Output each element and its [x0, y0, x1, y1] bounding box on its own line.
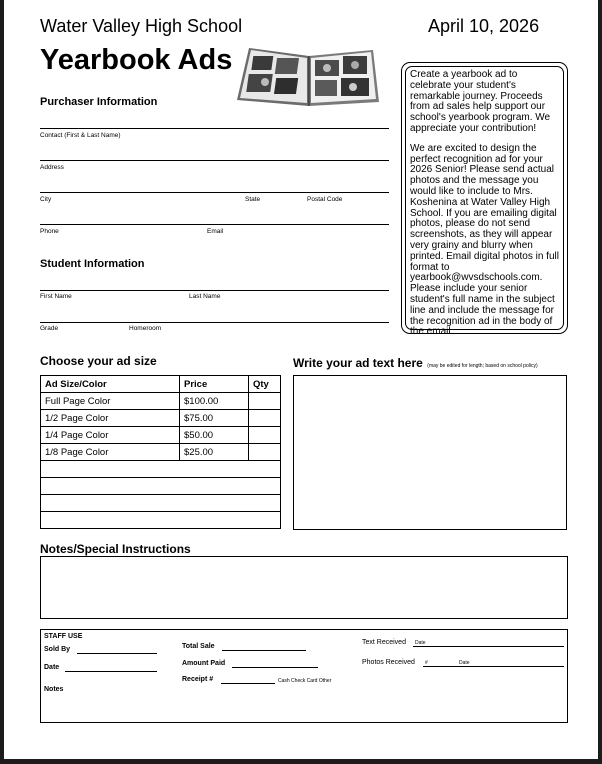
ad-text-box[interactable] — [293, 375, 567, 530]
staff-date-label: Date — [44, 664, 60, 671]
empty-row[interactable] — [41, 512, 281, 529]
empty-row[interactable] — [41, 495, 281, 512]
ad-size-cell: 1/2 Page Color — [41, 410, 180, 427]
ad-size-cell: 1/4 Page Color — [41, 427, 180, 444]
form-date: April 10, 2026 — [428, 16, 540, 36]
sold-by-label: Sold By — [44, 646, 71, 653]
photos-received-label: Photos Received — [362, 659, 415, 666]
city-label: City — [40, 196, 52, 203]
first-name-label: First Name — [40, 293, 72, 300]
notes-heading: Notes/Special Instructions — [40, 542, 191, 556]
student-name-line[interactable] — [40, 290, 389, 291]
amount-paid-label: Amount Paid — [182, 660, 226, 667]
table-row — [41, 393, 281, 410]
ad-size-heading: Choose your ad size — [40, 354, 157, 368]
total-sale-line[interactable] — [222, 650, 306, 651]
ad-text-heading-row — [293, 354, 538, 372]
amount-paid-line[interactable] — [232, 667, 318, 668]
table-row — [41, 444, 281, 461]
text-received-date-label: Date — [415, 640, 426, 646]
photos-received-number-label: # — [425, 660, 428, 666]
grade-label: Grade — [40, 325, 59, 332]
email-label: Email — [207, 228, 224, 235]
text-received-label: Text Received — [362, 639, 406, 646]
postal-code-label: Postal Code — [307, 196, 343, 203]
receipt-label: Receipt # — [182, 676, 214, 683]
ad-text-heading: Write your ad text here — [293, 356, 423, 370]
order-form-page — [4, 0, 598, 759]
phone-label: Phone — [40, 228, 59, 235]
page-title: Yearbook Ads — [40, 44, 233, 76]
homeroom-label: Homeroom — [129, 325, 162, 332]
grade-homeroom-line[interactable] — [40, 322, 389, 323]
payment-methods: Cash Check Card Other — [278, 678, 332, 684]
city-state-postal-line[interactable] — [40, 192, 389, 193]
col-price: Price — [180, 376, 249, 393]
staff-date-line[interactable] — [65, 671, 157, 672]
staff-notes-label: Notes — [44, 686, 64, 693]
table-header-row — [41, 376, 281, 393]
text-received-line[interactable] — [413, 646, 564, 647]
contact-line[interactable] — [40, 128, 389, 129]
yearbook-photo-illustration — [233, 44, 381, 110]
col-qty: Qty — [249, 376, 281, 393]
photos-received-line[interactable] — [423, 666, 564, 667]
price-cell: $50.00 — [180, 427, 249, 444]
qty-cell[interactable] — [249, 410, 281, 427]
qty-cell[interactable] — [249, 427, 281, 444]
purchaser-heading: Purchaser Information — [40, 96, 158, 108]
table-row — [41, 410, 281, 427]
student-heading: Student Information — [40, 258, 145, 270]
school-name: Water Valley High School — [40, 16, 243, 36]
price-cell: $100.00 — [180, 393, 249, 410]
qty-cell[interactable] — [249, 444, 281, 461]
staff-use-heading: STAFF USE — [44, 633, 83, 640]
ad-size-table — [40, 375, 281, 529]
receipt-line[interactable] — [221, 683, 275, 684]
phone-email-line[interactable] — [40, 224, 389, 225]
address-label: Address — [40, 164, 64, 171]
col-ad-size: Ad Size/Color — [41, 376, 180, 393]
address-line[interactable] — [40, 160, 389, 161]
empty-row[interactable] — [41, 461, 281, 478]
sold-by-line[interactable] — [77, 653, 157, 654]
photos-received-date-label: Date — [459, 660, 470, 666]
price-cell: $75.00 — [180, 410, 249, 427]
state-label: State — [245, 196, 261, 203]
info-box — [401, 62, 568, 338]
staff-use-box — [40, 629, 568, 723]
ad-text-note: (may be edited for length; based on school policy) — [427, 363, 538, 369]
total-sale-label: Total Sale — [182, 643, 215, 650]
table-row — [41, 427, 281, 444]
ad-size-cell: Full Page Color — [41, 393, 180, 410]
notes-box[interactable] — [40, 556, 568, 619]
contact-label: Contact (First & Last Name) — [40, 132, 121, 139]
price-cell: $25.00 — [180, 444, 249, 461]
empty-row[interactable] — [41, 478, 281, 495]
qty-cell[interactable] — [249, 393, 281, 410]
info-box-inner — [405, 66, 564, 338]
info-paragraph-2: We are excited to design the perfect recognition ad for your 2026 Senior! Please send actual photos and the message you would like to include to Mrs. Koshenina at Water Valley High School. If you are emailing digital photos, please do not send screenshots, as they will appear very grainy and blurry when printed. Email digital photos in full format to yearbook@wvsdschools.com. Please include your senior student's full name in the subject line and include the message for the recognition ad in the body of the email. — [410, 142, 559, 338]
last-name-label: Last Name — [189, 293, 221, 300]
ad-size-cell: 1/8 Page Color — [41, 444, 180, 461]
info-paragraph-1: Create a yearbook ad to celebrate your student's remarkable journey. Proceeds from ad sales help support our school's yearbook program. We appreciate your contribution! — [410, 69, 551, 134]
